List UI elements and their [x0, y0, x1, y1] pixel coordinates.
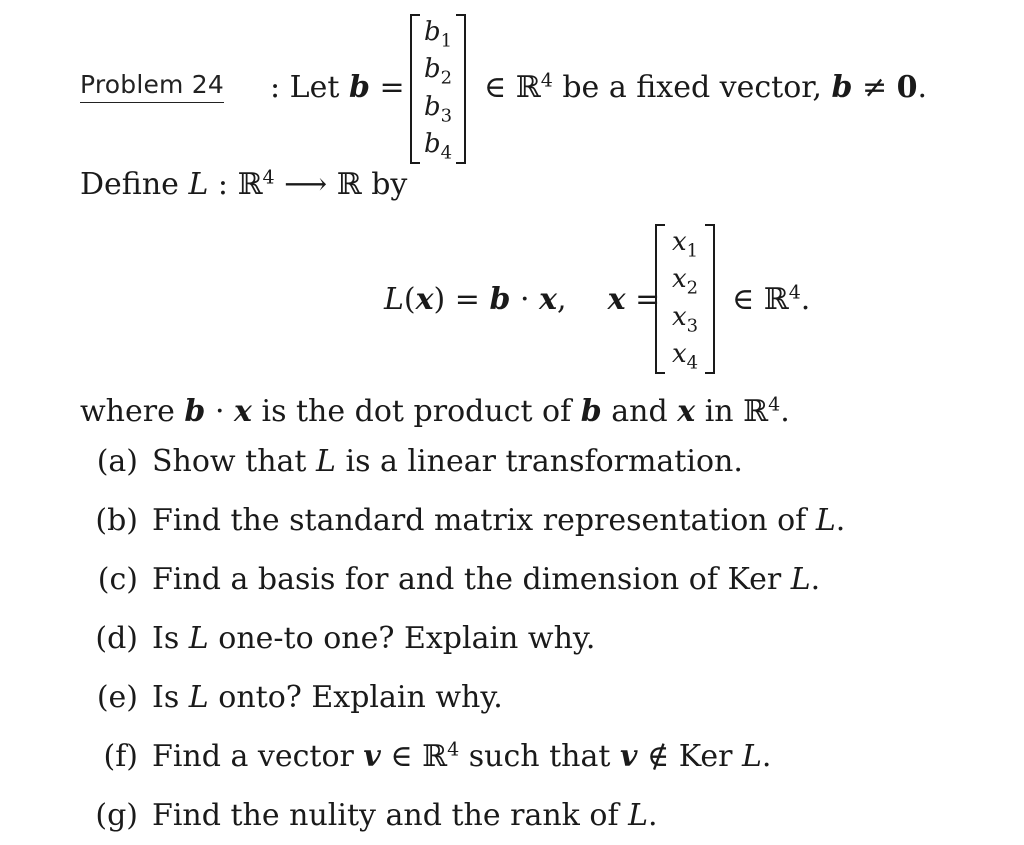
eq-x-3: x: [607, 282, 626, 317]
map-definition: [384, 282, 660, 318]
list-item: [80, 621, 595, 657]
problem-label: Problem 24: [80, 70, 224, 103]
where-b-2: b: [580, 394, 602, 429]
list-item: [80, 503, 845, 539]
item-a-text: Show that: [152, 444, 307, 479]
reals-symbol: ℝ: [515, 70, 541, 105]
item-label-g: (g): [95, 798, 138, 833]
where-reals: ℝ: [743, 394, 769, 429]
item-c-L: L: [790, 562, 811, 597]
list-item: [80, 798, 658, 834]
item-f-dimension: 4: [447, 738, 460, 761]
where-x: x: [234, 394, 252, 429]
item-f-L: L: [741, 739, 762, 774]
eq-close-paren: ): [433, 282, 446, 317]
item-g-post: .: [648, 798, 658, 833]
reals-dimension: 4: [540, 69, 553, 92]
x-matrix: [655, 224, 715, 374]
item-f-notin: ∉: [646, 739, 670, 774]
element-of-sign: ∈: [484, 70, 507, 105]
item-b-post: .: [835, 503, 846, 538]
where-dimension: 4: [768, 393, 781, 416]
item-label-a: (a): [96, 444, 138, 479]
item-g-text: Find the nulity and the rank of: [152, 798, 619, 833]
item-f-ker: Ker: [678, 739, 733, 774]
item-f-mid: such that: [468, 739, 611, 774]
where-word: where: [80, 394, 175, 429]
eq-dot: ·: [520, 282, 530, 317]
item-a-post: is a linear transformation.: [345, 444, 743, 479]
item-f-reals: ℝ: [422, 739, 448, 774]
item-f-in: ∈: [390, 739, 413, 774]
domain-reals: ℝ: [237, 167, 263, 202]
eq-L: L: [384, 282, 404, 317]
define-colon: :: [217, 167, 229, 202]
item-c-text: Find a basis for and the dimension of Ker: [152, 562, 782, 597]
list-item: [80, 739, 771, 775]
eq-x-2: x: [539, 282, 557, 317]
where-mid-text: is the dot product of: [261, 394, 572, 429]
zero-vector: 0: [896, 70, 918, 105]
item-e-text: Is: [152, 680, 180, 715]
eq-open-paren: (: [403, 282, 416, 317]
codomain-reals: ℝ: [336, 167, 362, 202]
define-line: [80, 167, 407, 203]
x-entry-4: $x_4$: [671, 339, 699, 374]
item-label-b: (b): [95, 503, 138, 538]
item-f-v-2: v: [619, 739, 638, 774]
item-c-post: .: [810, 562, 821, 597]
by-word: by: [371, 167, 408, 202]
period: .: [917, 70, 928, 105]
item-e-post: onto? Explain why.: [218, 680, 503, 715]
item-f-v: v: [363, 739, 381, 774]
problem-tail: [484, 70, 927, 106]
eq-x: x: [415, 282, 434, 317]
list-item: [80, 562, 820, 598]
item-g-L: L: [628, 798, 649, 833]
item-e-L: L: [188, 680, 209, 715]
where-period: .: [780, 394, 790, 429]
fixed-vector-text: be a fixed vector,: [562, 70, 822, 105]
item-d-L: L: [188, 621, 209, 656]
problem-heading: [80, 70, 224, 99]
where-line: [80, 394, 790, 430]
eq-equals: =: [454, 282, 480, 317]
x-period: .: [800, 282, 811, 317]
item-b-text: Find the standard matrix representation of: [152, 503, 807, 538]
b-matrix: [410, 14, 466, 164]
b-entry-2: $b_2$: [423, 54, 453, 89]
item-b-L: L: [815, 503, 836, 538]
let-word: Let: [289, 70, 340, 105]
vector-b-ref: b: [831, 70, 853, 105]
domain-dimension: 4: [262, 166, 275, 189]
not-equal-sign: ≠: [861, 70, 888, 105]
x-entry-1: $x_1$: [671, 227, 699, 262]
x-entry-2: $x_2$: [671, 264, 699, 299]
item-d-post: one-to one? Explain why.: [218, 621, 596, 656]
x-entry-3: $x_3$: [671, 302, 699, 337]
list-item: [80, 680, 503, 716]
equals-sign: =: [379, 70, 405, 105]
where-in: in: [704, 394, 734, 429]
where-b: b: [184, 394, 206, 429]
item-f-text: Find a vector: [152, 739, 354, 774]
item-d-text: Is: [152, 621, 180, 656]
vector-b: b: [348, 70, 370, 105]
problem-sep: :: [270, 70, 281, 105]
item-label-f: (f): [103, 739, 138, 774]
x-domain: [732, 282, 810, 318]
b-entry-1: $b_1$: [423, 17, 453, 52]
item-f-post: .: [761, 739, 772, 774]
list-item: [80, 444, 743, 480]
eq-comma: ,: [557, 282, 567, 317]
problem-intro: [270, 70, 405, 106]
item-a-L: L: [316, 444, 336, 479]
x-reals-dimension: 4: [788, 281, 801, 304]
b-entry-3: $b_3$: [423, 92, 453, 127]
x-element-of: ∈: [732, 282, 755, 317]
item-label-e: (e): [96, 680, 138, 715]
item-label-d: (d): [95, 621, 138, 656]
maps-to-arrow: ⟶: [284, 167, 328, 202]
map-L: L: [188, 167, 209, 202]
define-word: Define: [80, 167, 179, 202]
eq-equals-2: =: [635, 282, 661, 317]
where-dot: ·: [214, 394, 225, 429]
eq-b: b: [489, 282, 511, 317]
item-label-c: (c): [97, 562, 138, 597]
x-reals: ℝ: [763, 282, 789, 317]
where-and: and: [611, 394, 668, 429]
where-x-2: x: [677, 394, 696, 429]
b-entry-4: $b_4$: [423, 129, 453, 164]
